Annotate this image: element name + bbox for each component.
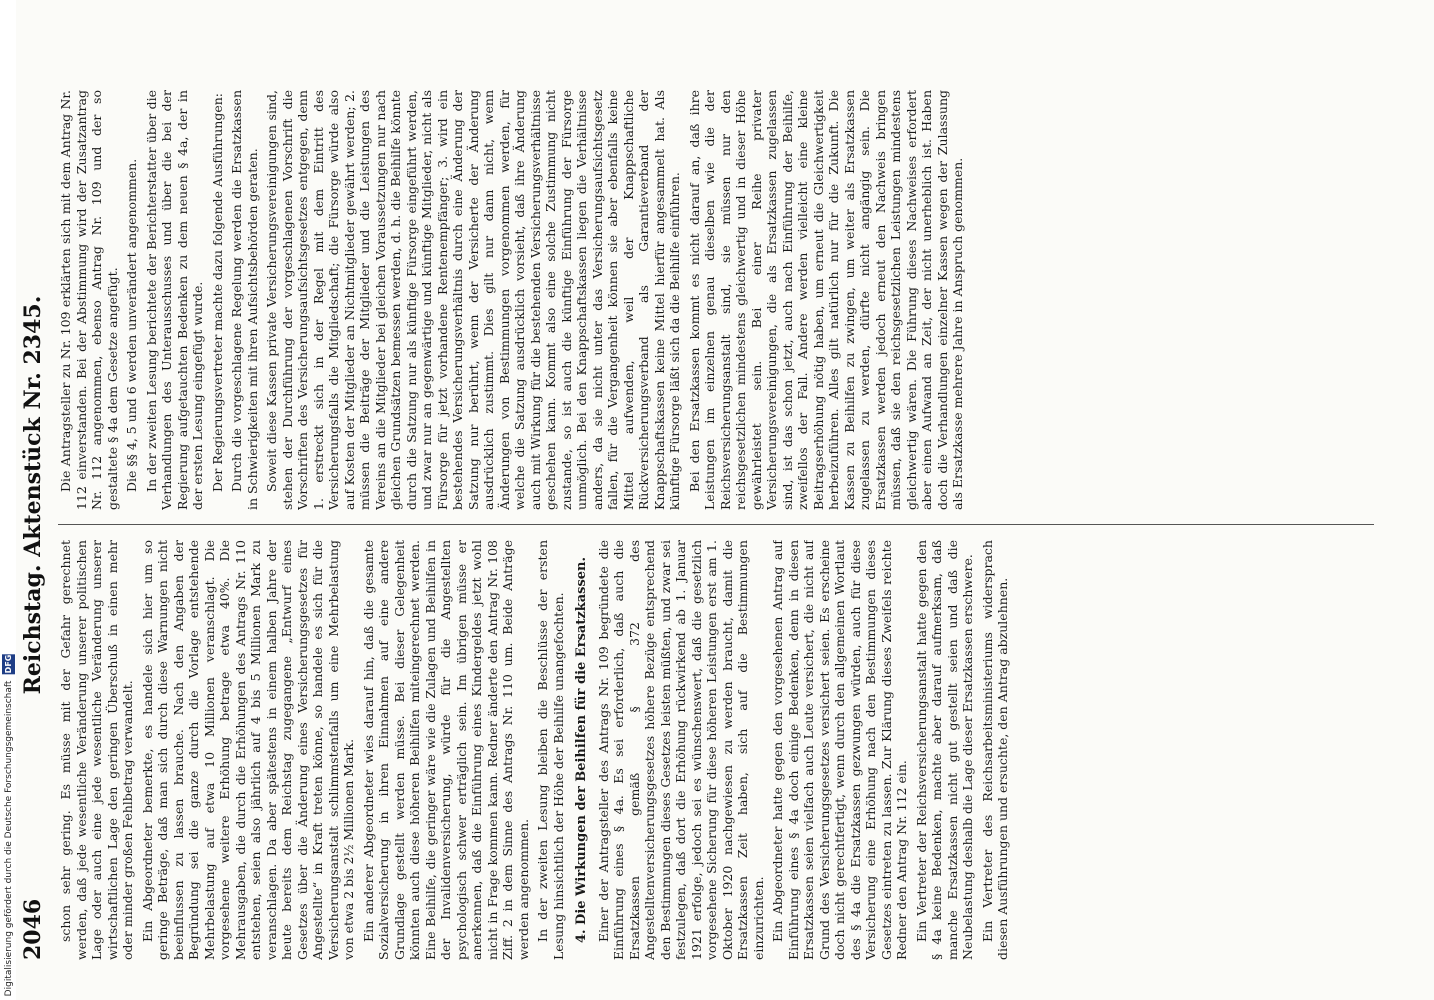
paragraph: Ein anderer Abgeordneter wies darauf hin, daß die gesamte Sozialversicherung in ihren Einnahmen auf eine andere Grundlage gestellt werden müsse. Bei dieser Gelegenheit könnten auch diese höheren Beihilfen miteingerechnet werden. Eine Beihilfe, die geringer wäre wie die Zulagen und Beihilfen in der Invalidenversicherung, würde für die Angestellten psychologisch schwer erträglich sein. Im übrigen müsse er anerkennen, daß die Einführung eines Kindergeldes jetzt wohl nicht in Frage kommen kann. Redner änderte den Antrag Nr. 108 Ziff. 2 in dem Sinne des Antrags Nr. 110 um. Beide Anträge werden angenommen. — [360, 540, 531, 960]
section-heading: 4. Die Wirkungen der Beihilfen für die Ersatzkassen. — [574, 556, 589, 944]
column-divider — [58, 524, 1374, 525]
dfg-credit-text: Digitalisierung gefördert durch die Deutsche Forschungsgemeinschaft — [4, 680, 14, 996]
credit-strip — [2, 654, 15, 996]
paragraph: In der zweiten Lesung berichtete der Berichterstatter über die Verhandlungen des Unterausschusses und über die bei der Regierung aufgetauchten Bedenken zu dem neuen § 4a, der in der ersten Lesung eingefügt wurde. — [143, 90, 205, 510]
left-text-column — [58, 540, 1394, 960]
paragraph: schon sehr gering. Es müsse mit der Gefahr gerechnet werden, daß jede wesentliche Veränderung unserer politischen Lage oder auch eine jede wesentliche Veränderung unserer wirtschaftlichen Lage den geringen Überschuß in einen mehr oder minder großen Fehlbetrag verwandelt. — [58, 540, 135, 960]
paragraph: Bei den Ersatzkassen kommt es nicht darauf an, daß ihre Leistungen im einzelnen genau dieselben wie die der Reichsversicherungsanstalt sind, sie müssen nur den reichsgesetzlichen mindestens gleichwertig und in dieser Höhe gewährleistet sein. Bei einer Reihe privater Versicherungsvereinigungen, die als Ersatzkassen zugelassen sind, ist das schon jetzt, auch nach Einführung der Beihilfe, zweifellos der Fall. Andere werden vielleicht eine kleine Beitragserhöhung nötig haben, um erneut die Gleichwertigkeit herbeizuführen. Alles gilt natürlich nur für die Zukunft. Die Kassen zu Beihilfen zu zwingen, um weiter als Ersatzkassen zugelassen zu werden, dürfte nicht angängig sein. Die Ersatzkassen werden jedoch erneut den Nachweis bringen müssen, daß sie den reichsgesetzlichen Leistungen mindestens gleichwertig wären. Die Führung dieses Nachweises erfordert aber einen Aufwand an Zeit, der nicht unerheblich ist. Haben doch die Verhandlungen einzelner Kassen wegen der Zulassung als Ersatzkasse mehrere Jahre in Anspruch genommen. — [686, 90, 965, 510]
dfg-logo: DFG — [4, 654, 13, 674]
paragraph: Durch die vorgeschlagene Regelung werden die Ersatzkassen in Schwierigkeiten mit ihren Aufsichtsbehörden geraten. — [229, 90, 260, 510]
right-text-column — [58, 90, 1394, 510]
paragraph: Ein Vertreter der Reichsversicherungsanstalt hatte gegen den § 4a keine Bedenken, machte aber darauf aufmerksam, daß manche Ersatzkassen nicht gut gestellt seien und daß die Neubelastung deshalb die Lage dieser Ersatzkassen erschwere. — [913, 540, 975, 960]
paragraph: In der zweiten Lesung bleiben die Beschlüsse der ersten Lesung hinsichtlich der Höhe der Beihilfe unangefochten. — [535, 540, 566, 960]
credit-sidebar — [0, 0, 16, 1000]
paragraph: Soweit diese Kassen private Versicherungsvereinigungen sind, stehen der Durchführung der vorgeschlagenen Vorschrift die Vorschriften des Versicherungsaufsichtsgesetzes entgegen, denn 1. erstreckt sich in der Regel mit dem Eintritt des Versicherungsfalls die Mitgliedschaft; die Fürsorge würde also auf Kosten der Mitglieder an Nichtmitglieder gewährt werden; 2. müssen die Beiträge der Mitglieder und die Leistungen des Vereins an die Mitglieder bei gleichen Voraussetzungen nur nach gleichen Grundsätzen bemessen werden, d. h. die Beihilfe könnte durch die Satzung nur als künftige Fürsorge eingeführt werden, und zwar nur an gegenwärtige und künftige Mitglieder, nicht als Fürsorge für jetzt vorhandene Rentenempfänger; 3. wird ein bestehendes Versicherungsverhältnis durch eine Änderung der Satzung nur berührt, wenn der Versicherte der Änderung ausdrücklich zustimmt. Dies gilt nur dann nicht, wenn Änderungen von Bestimmungen vorgenommen werden, für welche die Satzung ausdrücklich vorsieht, daß ihre Änderung auch mit Wirkung für die bestehenden Versicherungsverhältnisse geschehen kann. Kommt also eine solche Zustimmung nicht zustande, so ist auch die künftige Einführung der Fürsorge unmöglich. Bei den Knappschaftskassen liegen die Verhältnisse anders, da sie nicht unter das Versicherungsaufsichtsgesetz fallen, für die Vergangenheit können sie aber ebenfalls keine Mittel aufwenden, weil der Knappschaftliche Rückversicherungsverband als Garantieverband der Knappschaftskassen keine Mittel hierfür angesammelt hat. Als künftige Fürsorge läßt sich da die Beihilfe einführen. — [264, 90, 682, 510]
paragraph: Die §§ 4, 5 und 6 werden unverändert angenommen. — [124, 158, 139, 492]
paragraph: Die Antragsteller zu Nr. 109 erklärten sich mit dem Antrag Nr. 112 einverstanden. Bei der Abstimmung wird der Zusatzantrag Nr. 112 angenommen, ebenso Antrag Nr. 109 und der so gestaltete § 4a dem Gesetze angefügt. — [58, 90, 120, 510]
paragraph: Ein Vertreter des Reichsarbeitsministeriums widersprach diesen Ausführungen und ersuchte, den Antrag abzulehnen. — [979, 540, 1010, 960]
paragraph: Der Regierungsvertreter machte dazu folgende Ausführungen: — [209, 92, 225, 492]
page-header — [20, 30, 50, 960]
paragraph: Einer der Antragsteller des Antrags Nr. 109 begründete die Einführung eines § 4a. Es sei erforderlich, daß auch die Ersatzkassen gemäß § 372 des Angestelltenversicherungsgesetzes höhere Bezüge entsprechend den Bestimmungen dieses Gesetzes leisten müßten, und zwar sei festzulegen, daß dort die Erhöhung rückwirkend ab 1. Januar 1921 erfolge, jedoch sei es wünschenswert, daß die gesetzlich vorgesehene Sicherung für diese höheren Leistungen erst am 1. Oktober 1920 nachgewiesen zu werden braucht, damit die Ersatzkassen Zeit haben, sich auf die Bestimmungen einzurichten. — [595, 540, 766, 960]
page-title: Reichstag. Aktenstück Nr. 2345. — [20, 295, 46, 695]
paragraph: Ein Abgeordneter hatte gegen den vorgesehenen Antrag auf Einführung eines § 4a doch einige Bedenken, denn in diesen Ersatzkassen seien vielfach auch Leute versichert, die nicht auf Grund des Versicherungsgesetzes versichert seien. Es erscheine doch nicht gerechtfertigt, wenn durch den allgemeinen Wortlaut des § 4a die Ersatzkassen gezwungen würden, auch für diese Versicherung eine Erhöhung nach den Bestimmungen dieses Gesetzes eintreten zu lassen. Zur Klärung dieses Zweifels reichte Redner den Antrag Nr. 112 ein. — [770, 540, 909, 960]
paragraph: Ein Abgeordneter bemerkte, es handele sich hier um so geringe Beträge, daß man sich durch diese Warnungen nicht beeinflussen zu lassen brauche. Nach den Angaben der Begründung sei die ganze durch die Vorlage entstehende Mehrbelastung auf etwa 10 Millionen veranschlagt. Die vorgesehene weitere Erhöhung betrage etwa 40%. Die Mehrausgaben, die durch die Erhöhungen des Antrags Nr. 110 entstehen, seien also jährlich auf 4 bis 5 Millionen Mark zu veranschlagen. Da aber spätestens in einem halben Jahre der heute bereits dem Reichstag zugegangene „Entwurf eines Gesetzes über die Änderung eines Versicherungsgesetzes für Angestellte“ in Kraft treten könne, so handele es sich für die Versicherungsanstalt schlimmstenfalls um eine Mehrbelastung von etwa 2 bis 2½ Millionen Mark. — [139, 540, 356, 960]
page-number: 2046 — [20, 898, 46, 960]
